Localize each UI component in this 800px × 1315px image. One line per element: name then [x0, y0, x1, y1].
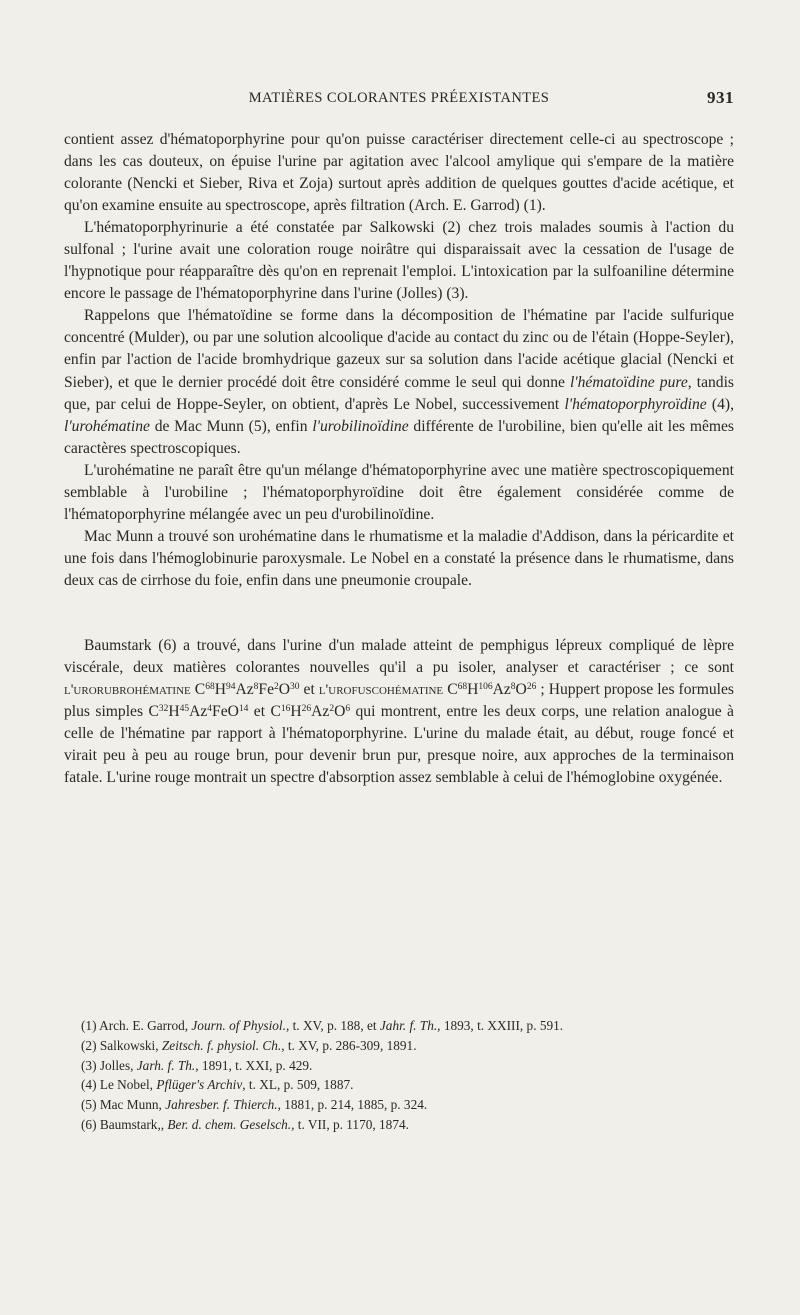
formula-count: 26 [301, 704, 312, 715]
formula-count: 4 [207, 704, 213, 715]
footnote-text: , t. XV, p. 286-309, 1891. [281, 1037, 417, 1053]
formula-element: H [290, 703, 302, 721]
formula-element: Az [235, 681, 254, 699]
footnote-text: (6) Baumstark,, [81, 1116, 168, 1132]
journal-title: Jahresber. f. Thierch. [165, 1097, 278, 1113]
compound-name: l'urofuscohématine [318, 682, 444, 699]
formula-count: 2 [274, 682, 279, 693]
text-run: différente de l'urobiline, bien qu'elle ait les mêmes caractères spectroscopiques. [64, 417, 734, 457]
formula-element: FeO [212, 703, 239, 721]
journal-title: Jahr. f. Th. [379, 1018, 438, 1033]
footnote-2 [64, 1036, 734, 1056]
paragraph-3 [64, 305, 734, 459]
footnotes [64, 1016, 734, 1135]
text-run: Rappelons que l'hématoïdine se forme dans la décomposition de l'hématine par l'acide sulfurique concentré (Mulder), ou par une solution alcoolique d'acide au contact du zinc ou de l'étain (Hoppe-Seyler), enfin par l'action de l'acide bromhydrique gazeux sur sa solution dans l'acide acétique glacial (Nencki et Sieber), et que le dernier procédé doit être considéré comme le seul qui donne [64, 307, 734, 391]
formula-count: 106 [478, 682, 493, 693]
text-run: , tandis que, par celui de Hoppe-Seyler, on obtient, d'après Le Nobel, successivement [64, 373, 735, 413]
footnote-text: (1) Arch. E. Garrod, [81, 1018, 192, 1033]
formula-count: 14 [238, 704, 249, 715]
formula-count: 8 [253, 682, 259, 693]
formula-count: 2 [329, 704, 335, 715]
footnote-text: (5) Mac Munn, [81, 1097, 166, 1113]
journal-title: Journ. of Physiol. [191, 1018, 286, 1033]
italic-term: l'urobilinoïdine [312, 417, 409, 435]
formula-count: 32 [158, 704, 169, 715]
paragraph-5: Mac Munn a trouvé son urohématine dans le rhumatisme et la maladie d'Addison, dans la péricardite et une fois dans l'hémoglobinurie paroxysmale. Le Nobel en a constaté la présence dans le rhumatisme, dans deux cas de cirrhose du foie, enfin dans une pneumonie croupale. [64, 527, 734, 589]
formula-count: 6 [345, 704, 351, 715]
paragraph-1: contient assez d'hématoporphyrine pour qu'on puisse caractériser directement celle-ci au spectroscope ; dans les cas douteux, on épuise l'urine par agitation avec l'alcool amylique qui s'empare de la matière colorante (Nencki et Sieber, Riva et Zoja) surtout après addition de quelques gouttes d'acide acétique, et qu'on examine ensuite au spectroscope, après filtration (Arch. E. Garrod) (1). [64, 131, 734, 215]
text-run: ; Huppert propose les formules plus simples [64, 681, 734, 721]
footnote-text: (3) Jolles, [81, 1057, 137, 1073]
footnote-text: , t. XL, p. 509, 1887. [242, 1077, 354, 1093]
text-run: (4), [706, 395, 734, 413]
journal-title: Ber. d. chem. Geselsch. [167, 1116, 292, 1132]
formula-count: 26 [526, 682, 537, 693]
footnote-text: , 1891, t. XXI, p. 429. [195, 1057, 313, 1073]
formula-element: Az [492, 681, 511, 699]
formula-element: C [194, 681, 206, 699]
formula-element: Fe [258, 681, 274, 699]
formula-element: O [515, 681, 527, 699]
running-header [64, 90, 734, 112]
text-run: qui montrent, entre les deux corps, une relation analogue à celle de l'hématine par rapport à l'hématoporphyrine. L'urine du malade était, au début, rouge foncé et virait peu à peu au rouge brun, pour devenir brun pur, presque noire, aux approches de la terminaison fatale. L'urine rouge montrait un spectre d'absorption assez semblable à celui de l'hémoglobine oxygénée. [64, 703, 734, 787]
italic-term: l'hématoïdine pure [569, 373, 688, 391]
text-run: Baumstark (6) a trouvé, dans l'urine d'un malade atteint de pemphigus lépreux compliqué de lèpre viscérale, deux matières colorantes nouvelles qu'il a pu isoler, analyser et caractériser ; ce sont [64, 636, 734, 677]
footnote-5 [64, 1095, 734, 1115]
footnote-text: (2) Salkowski, [81, 1037, 162, 1053]
footnote-text: , t. XV, p. 188, et [285, 1018, 380, 1033]
paragraph-4: L'urohématine ne paraît être qu'un mélange d'hématoporphyrine avec une matière spectroscopiquement semblable à l'urobiline ; l'hématoporphyroïdine doit être également considérée comme de l'hématoporphyrine mélangée avec un peu d'urobilinoïdine. [64, 461, 734, 523]
footnote-text: , 1881, p. 214, 1885, p. 324. [277, 1097, 428, 1113]
formula-count: 68 [205, 682, 215, 693]
formula-element: Az [189, 703, 208, 721]
formula-element: C [148, 703, 159, 721]
chemical-formula [447, 681, 536, 698]
compound-name: l'urorubrohématine [64, 682, 191, 699]
italic-term: l'urohématine [64, 417, 150, 435]
formula-count: 94 [225, 682, 236, 693]
text-run: et [299, 681, 319, 699]
body-text [64, 129, 734, 789]
text-run: et [248, 703, 271, 721]
footnote-text: (4) Le Nobel, [81, 1077, 157, 1093]
page-number: 931 [707, 88, 734, 107]
formula-element: O [278, 681, 291, 699]
formula-element: H [168, 703, 180, 721]
journal-title: Zeitsch. f. physiol. Ch. [161, 1037, 282, 1053]
text-run: de Mac Munn (5), enfin [149, 417, 313, 435]
footnote-4 [64, 1075, 734, 1095]
chemical-formula [270, 703, 350, 720]
italic-term: l'hématoporphyroïdine [564, 395, 707, 413]
footnote-3 [64, 1056, 734, 1076]
formula-count: 68 [457, 682, 468, 693]
footnote-text: , t. VII, p. 1170, 1874. [291, 1116, 409, 1132]
formula-element: H [467, 681, 479, 699]
journal-title: Pflüger's Archiv [156, 1077, 243, 1093]
footnote-6 [64, 1115, 734, 1135]
formula-count: 16 [280, 704, 291, 715]
journal-title: Jarh. f. Th. [136, 1057, 196, 1073]
footnote-text: , 1893, t. XXIII, p. 591. [437, 1018, 564, 1033]
paragraph-2: L'hématoporphyrinurie a été constatée par Salkowski (2) chez trois malades soumis à l'action du sulfonal ; l'urine avait une coloration rouge noirâtre qui disparaissait avec la cessation de l'usage de l'hypnotique pour réapparaître dès qu'on en reprenait l'emploi. L'intoxication par la sulfoaniline détermine encore le passage de l'hématoporphyrine dans l'urine (Jolles) (3). [64, 219, 734, 303]
formula-count: 8 [510, 682, 516, 693]
footnote-1 [64, 1016, 734, 1036]
formula-element: O [334, 703, 346, 721]
chemical-formula [148, 703, 248, 720]
formula-count: 45 [179, 704, 190, 715]
formula-count: 30 [290, 682, 300, 693]
chemical-formula [195, 681, 300, 698]
formula-element: C [270, 703, 281, 721]
running-title: MATIÈRES COLORANTES PRÉEXISTANTES [248, 90, 550, 106]
paragraph-6 [64, 635, 734, 789]
formula-element: H [214, 681, 226, 699]
formula-element: C [447, 681, 458, 699]
formula-element: Az [311, 703, 330, 721]
